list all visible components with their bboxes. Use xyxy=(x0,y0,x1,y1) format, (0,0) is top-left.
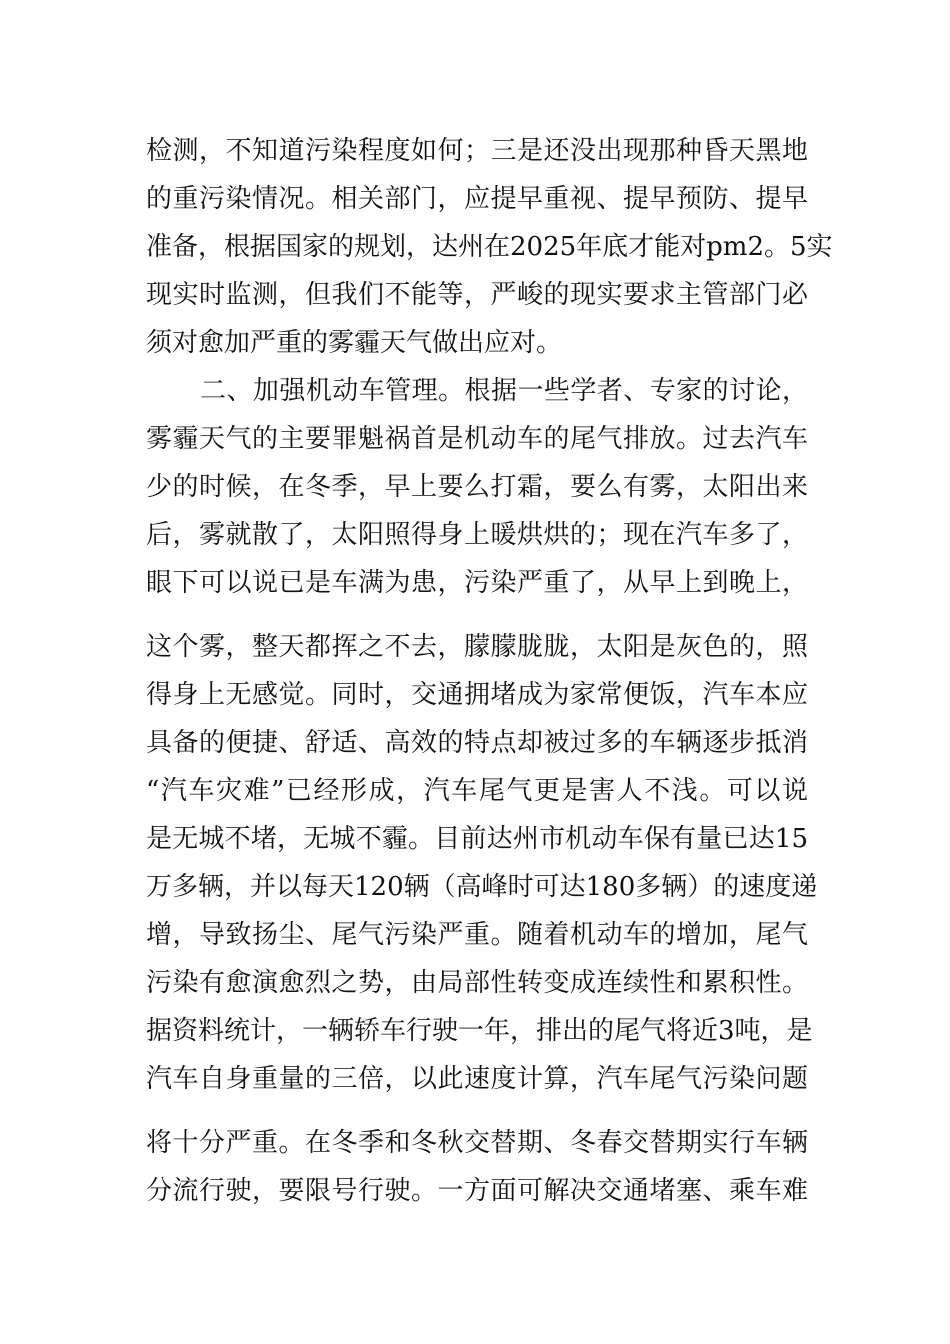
text-line: 的重污染情况。相关部门，应提早重视、提早预防、提早 xyxy=(146,184,808,214)
text-line: 万多辆，并以每天120辆（高峰时可达180多辆）的速度递 xyxy=(146,872,818,902)
text-line: 检测，不知道污染程度如何；三是还没出现那种昏天黑地 xyxy=(146,136,808,166)
text-line: 汽车自身重量的三倍，以此速度计算，汽车尾气污染问题 xyxy=(146,1064,808,1094)
text-line: 现实时监测，但我们不能等，严峻的现实要求主管部门必 xyxy=(146,280,808,310)
text-line: 后，雾就散了，太阳照得身上暖烘烘的；现在汽车多了， xyxy=(146,520,808,550)
text-line: 具备的便捷、舒适、高效的特点却被过多的车辆逐步抵消 xyxy=(146,728,808,758)
text-line: 准备，根据国家的规划，达州在2025年底才能对pm2。5实 xyxy=(146,232,833,262)
text-line: “汽车灾难”已经形成，汽车尾气更是害人不浅。可以说 xyxy=(146,776,808,806)
text-line: 是无城不堵，无城不霾。目前达州市机动车保有量已达15 xyxy=(146,824,808,854)
paragraph-start-line: 二、加强机动车管理。根据一些学者、专家的讨论， xyxy=(200,376,808,406)
text-line: 雾霾天气的主要罪魁祸首是机动车的尾气排放。过去汽车 xyxy=(146,424,808,454)
text-line: 分流行驶，要限号行驶。一方面可解决交通堵塞、乘车难 xyxy=(146,1176,808,1206)
text-line: 这个雾，整天都挥之不去，朦朦胧胧，太阳是灰色的，照 xyxy=(146,632,808,662)
text-line: 须对愈加严重的雾霾天气做出应对。 xyxy=(146,328,563,358)
text-line: 污染有愈演愈烈之势，由局部性转变成连续性和累积性。 xyxy=(146,968,808,998)
text-line: 将十分严重。在冬季和冬秋交替期、冬春交替期实行车辆 xyxy=(146,1128,808,1158)
text-line: 增，导致扬尘、尾气污染严重。随着机动车的增加，尾气 xyxy=(146,920,808,950)
text-line: 少的时候，在冬季，早上要么打霜，要么有雾，太阳出来 xyxy=(146,472,808,502)
text-line: 据资料统计，一辆轿车行驶一年，排出的尾气将近3吨，是 xyxy=(146,1016,813,1046)
text-line: 得身上无感觉。同时，交通拥堵成为家常便饭，汽车本应 xyxy=(146,680,808,710)
text-line: 眼下可以说已是车满为患，污染严重了，从早上到晚上， xyxy=(146,568,808,598)
